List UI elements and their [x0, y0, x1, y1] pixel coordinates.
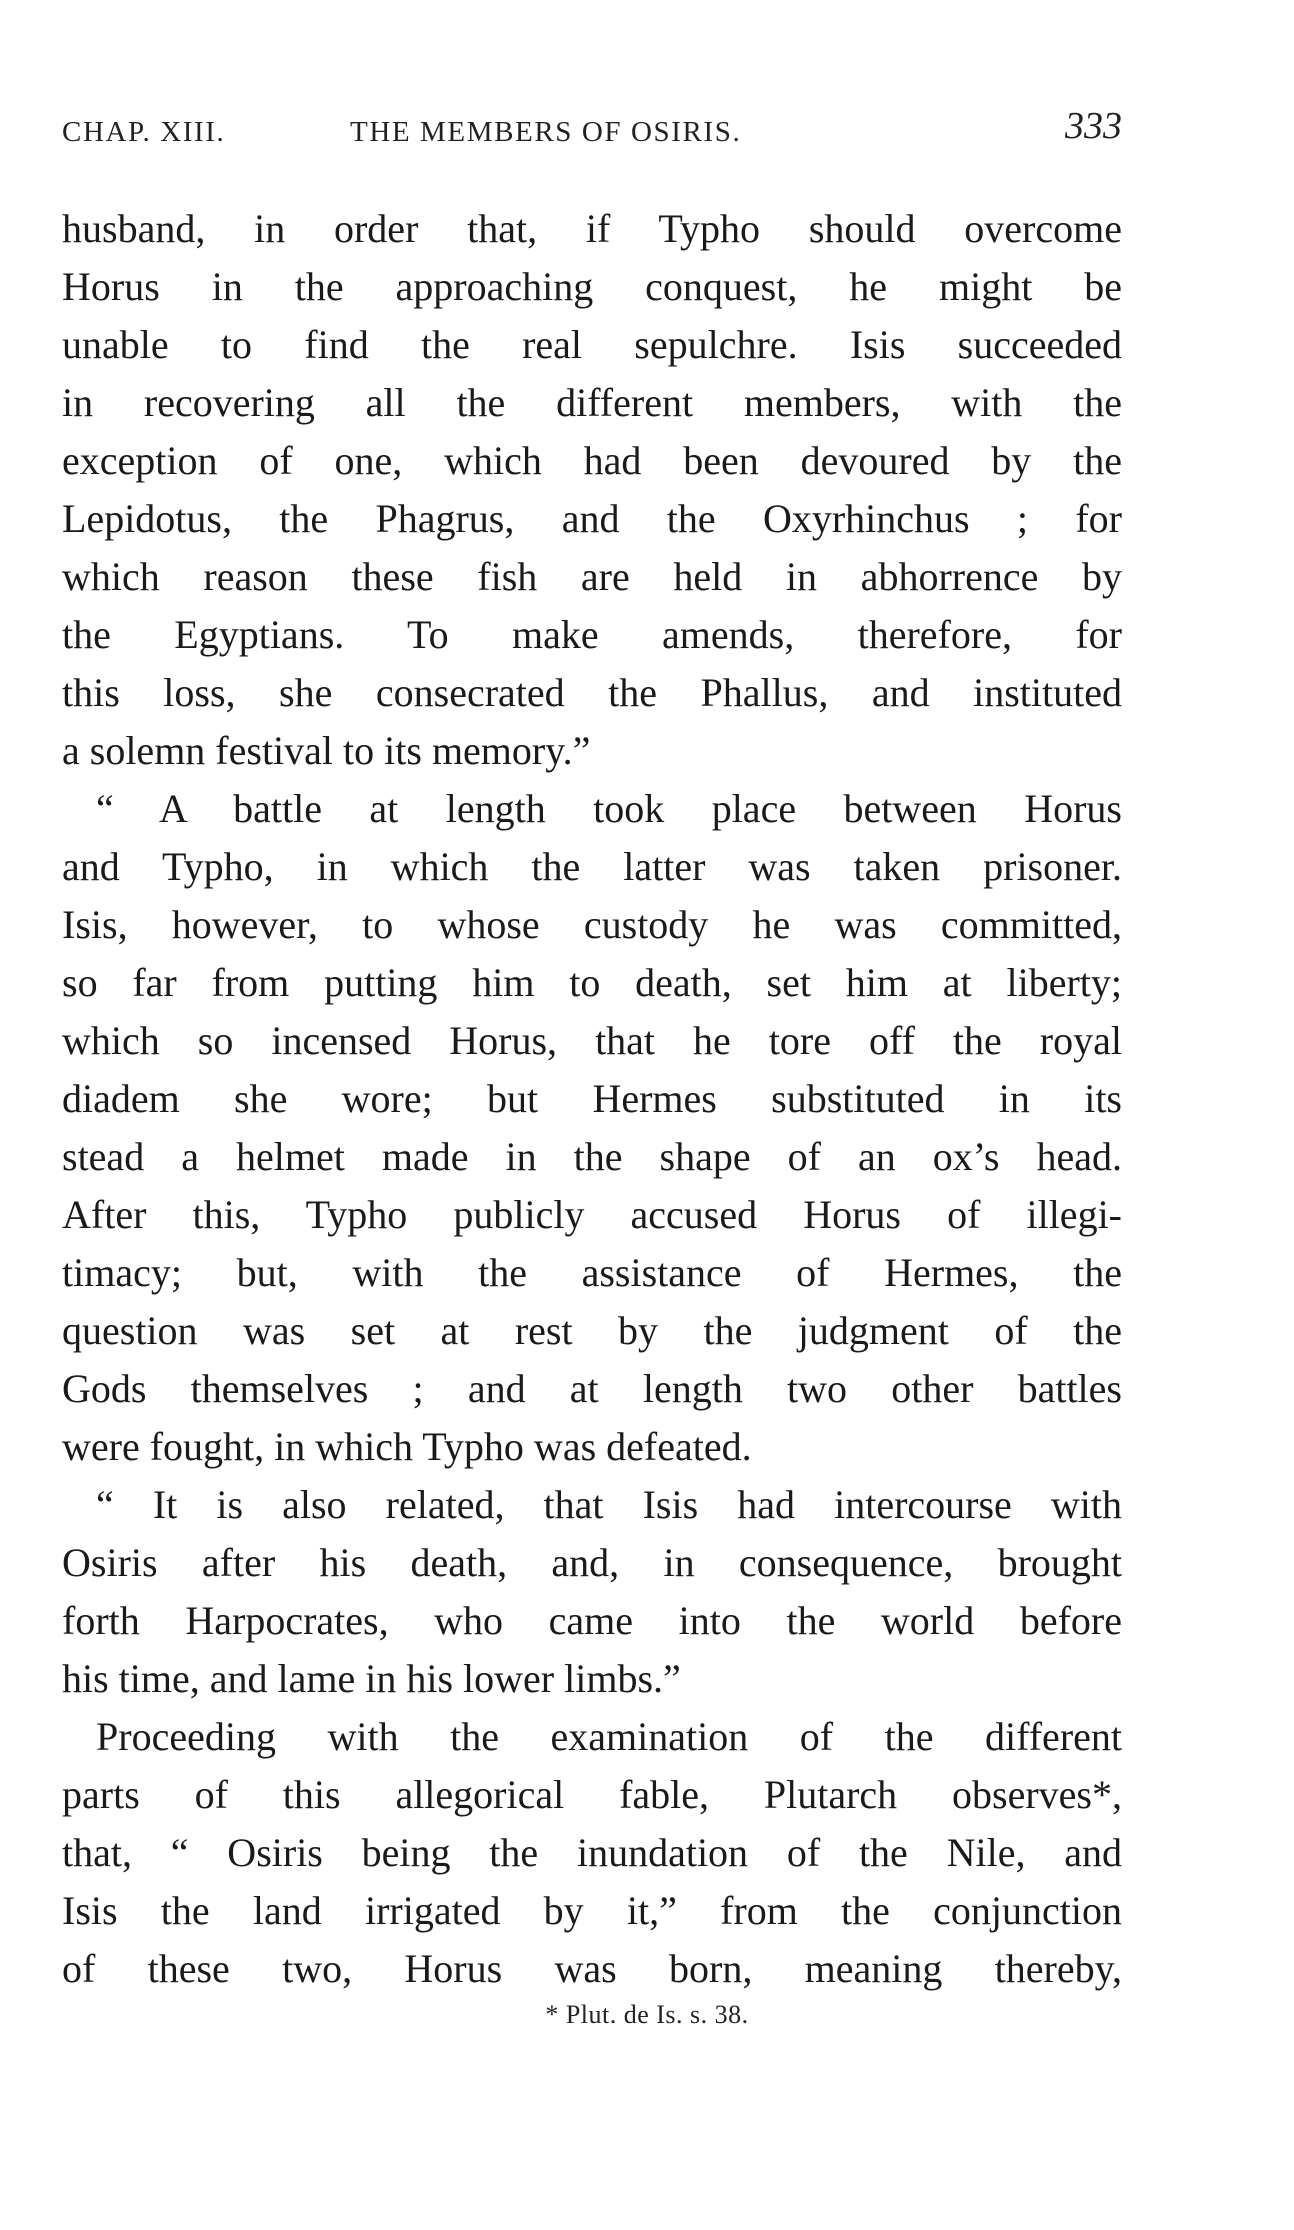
text-line: Isis the land irrigated by it,” from the conjunction [62, 1888, 1122, 1933]
text-line: Proceeding with the examination of the different [96, 1714, 1122, 1759]
text-line: diadem she wore; but Hermes substituted in its [62, 1076, 1122, 1121]
text-line: that, “ Osiris being the inundation of the Nile, and [62, 1830, 1122, 1875]
text-line: husband, in order that, if Typho should overcome [62, 206, 1122, 251]
text-line: stead a helmet made in the shape of an ox’s head. [62, 1134, 1122, 1179]
body-text [62, 200, 1122, 1998]
text-line: “ A battle at length took place between Horus [96, 786, 1122, 831]
text-line: which reason these fish are held in abhorrence by [62, 554, 1122, 599]
text-line: timacy; but, with the assistance of Hermes, the [62, 1250, 1122, 1295]
running-head [62, 105, 1122, 156]
text-line: exception of one, which had been devoured by the [62, 438, 1122, 483]
running-title: THE MEMBERS OF OSIRIS. [350, 116, 742, 148]
text-line: in recovering all the different members, with the [62, 380, 1122, 425]
text-line: Isis, however, to whose custody he was committed, [62, 902, 1122, 947]
text-line: so far from putting him to death, set him at liberty; [62, 960, 1122, 1005]
text-line: which so incensed Horus, that he tore off the royal [62, 1018, 1122, 1063]
text-line: Gods themselves ; and at length two other battles [62, 1366, 1122, 1411]
text-line: were fought, in which Typho was defeated. [62, 1424, 752, 1469]
text-line: of these two, Horus was born, meaning thereby, [62, 1946, 1122, 1991]
text-line: “ It is also related, that Isis had intercourse with [96, 1482, 1122, 1527]
text-line: Lepidotus, the Phagrus, and the Oxyrhinchus ; for [62, 496, 1122, 541]
text-line: unable to find the real sepulchre. Isis succeeded [62, 322, 1122, 367]
footnote: * Plut. de Is. s. 38. [545, 2000, 749, 2029]
text-line: this loss, she consecrated the Phallus, and instituted [62, 670, 1122, 715]
text-line: question was set at rest by the judgment of the [62, 1308, 1122, 1353]
text-line: his time, and lame in his lower limbs.” [62, 1656, 681, 1701]
text-line: Osiris after his death, and, in consequence, brought [62, 1540, 1122, 1585]
text-line: and Typho, in which the latter was taken prisoner. [62, 844, 1122, 889]
text-line: forth Harpocrates, who came into the world before [62, 1598, 1122, 1643]
text-line: the Egyptians. To make amends, therefore, for [62, 612, 1122, 657]
text-line: parts of this allegorical fable, Plutarch observes*, [62, 1772, 1122, 1817]
chapter-label: CHAP. XIII. [62, 116, 226, 148]
page-number: 333 [1065, 105, 1122, 147]
text-line: After this, Typho publicly accused Horus of illegi- [62, 1192, 1122, 1237]
text-line: Horus in the approaching conquest, he might be [62, 264, 1122, 309]
text-line: a solemn festival to its memory.” [62, 728, 591, 773]
